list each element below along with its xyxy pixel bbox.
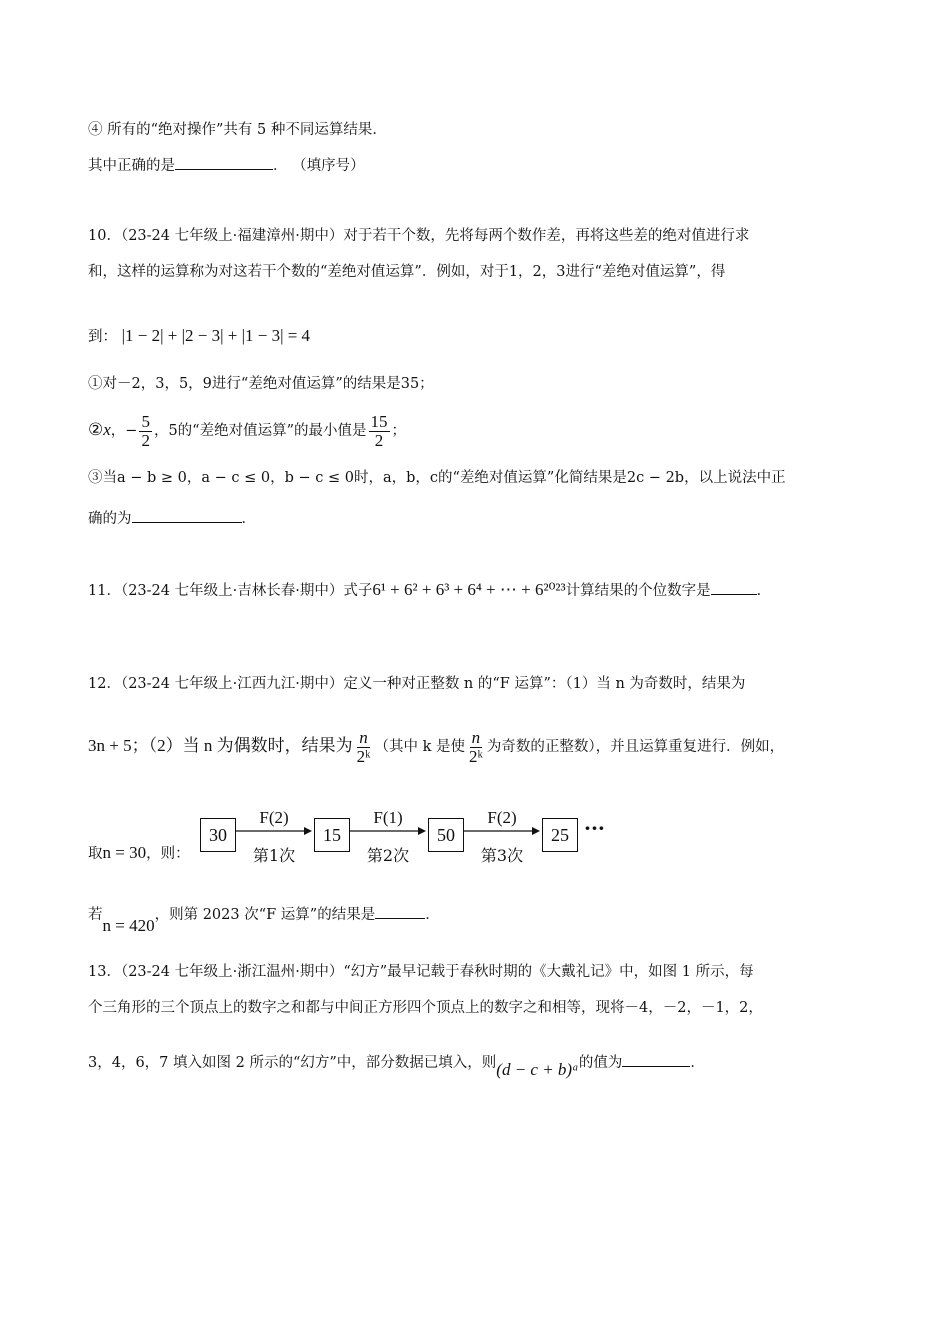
q12-f1-num: n [359, 727, 368, 747]
q10-s2-x: x [103, 420, 111, 439]
flow-ellipsis: ··· [584, 816, 605, 840]
q13-l3-prefix: 3，4，6，7 填入如图 2 所示的“幻方”中，部分数据已填入，则 [88, 1055, 497, 1071]
q9-answer-blank[interactable] [175, 155, 273, 170]
flow-arrow-2 [350, 824, 426, 838]
flow-op-3: F(2) [487, 808, 517, 827]
q10-s2-fraction-1 [139, 413, 152, 450]
q12-l2-end: 为奇数的正整数），并且运算重复进行．例如， [486, 739, 785, 755]
flow-box-4: 25 [542, 818, 578, 852]
q12-l3-prefix: 取 [88, 846, 103, 862]
q10-statement-3: ③当a − b ≥ 0，a − c ≤ 0，b − c ≤ 0时，a，b，c的“差绝对值运算”化简结果是2c − 2b，以上说法中正 [88, 470, 786, 486]
q12-f2-num: n [471, 727, 481, 747]
q13-l3-math: (d − c + b)ᵃ [496, 1060, 579, 1079]
flow-op-1: F(2) [259, 808, 289, 827]
flow-step-3: 第3次 [480, 846, 524, 865]
flow-box-1: 30 [200, 818, 236, 852]
q10-line-3 [88, 326, 310, 347]
q10-s2-fraction-2 [369, 413, 390, 450]
q12-l4-end: ． [425, 907, 440, 923]
q10-s2-sep: ，− [110, 423, 138, 439]
q10-line-2: 和，这样的运算称为对这若干个数的“差绝对值运算”．例如，对于1，2，3进行“差绝对值运算”，得 [88, 264, 726, 280]
q10-s2-text: ，5的“差绝对值运算”的最小值是 [153, 423, 367, 439]
q12-l4-suffix: ，则第 2023 次“F 运算”的结果是 [154, 907, 376, 923]
q10-answer-blank[interactable] [132, 508, 242, 523]
flow-box-3: 50 [428, 818, 464, 852]
q13-line-3 [88, 1052, 705, 1079]
flow-step-1: 第1次 [252, 846, 296, 865]
q12-l4-prefix: 若 [88, 907, 103, 923]
q11-end: ． [756, 583, 772, 599]
q11-formula: 6¹ + 6² + 6³ + 6⁴ + ⋯ + 6²⁰²³ [372, 580, 566, 599]
q12-answer-blank[interactable] [375, 904, 425, 919]
q12-l2-start: 3n + 5；（2）当 n 为偶数时，结果为 [88, 736, 353, 755]
q10-s2-f1-den: 2 [141, 430, 150, 450]
q9-answer-suffix: ． （填序号） [273, 158, 365, 174]
q10-s2-f2-num: 15 [370, 411, 388, 431]
q9-answer-prefix: 其中正确的是 [88, 158, 175, 174]
q12-l2-mid: （其中 k 是使 [374, 739, 465, 755]
q12-f1-den: 2ᵏ [356, 746, 371, 766]
q10-s2-f1-num: 5 [141, 411, 150, 431]
q9-item-4: ④ 所有的“绝对操作”共有 5 种不同运算结果． [88, 122, 387, 138]
q10-answer-suffix: ． [241, 511, 256, 527]
flow-step-2: 第2次 [366, 846, 410, 865]
q12-fraction-1 [355, 729, 373, 766]
q13-l3-end: ． [690, 1055, 705, 1071]
q13-line-1: 13．（23-24 七年级上·浙江温州·期中）“幻方”最早记载于春秋时期的《大戴礼记》中，如图 1 所示，每 [88, 964, 754, 980]
q10-line-1: 10．（23-24 七年级上·福建漳州·期中）对于若干个数，先将每两个数作差，再将这些差的绝对值进行求 [88, 228, 750, 244]
q10-s2-f2-den: 2 [374, 430, 384, 450]
q12-l3-suffix: ，则： [146, 846, 190, 862]
q12-l4-math: n = 420 [102, 916, 155, 935]
q12-l3-math: n = 30 [102, 843, 147, 862]
q11-line [88, 580, 771, 601]
q11-answer-blank[interactable] [711, 580, 757, 595]
flow-op-2: F(1) [373, 808, 403, 827]
q10-example-formula: |1 − 2| + |2 − 3| + |1 − 3| = 4 [121, 326, 311, 345]
q9-answer-line [88, 155, 365, 176]
q12-fraction-2 [467, 729, 485, 766]
q10-s2-marker: ② [88, 420, 104, 440]
q12-line-1: 12．（23-24 七年级上·江西九江·期中）定义一种对正整数 n 的“F 运算”：（1）当 n 为奇数时，结果为 [88, 676, 746, 692]
q10-statement-2 [88, 408, 406, 453]
q11-prefix: 11．（23-24 七年级上·吉林长春·期中）式子 [88, 583, 373, 599]
flow-arrow-3 [464, 824, 540, 838]
q10-line-3-prefix: 到： [88, 329, 117, 345]
q11-suffix: 计算结果的个位数字是 [565, 583, 711, 599]
q10-answer-line [88, 508, 256, 529]
q12-line-3 [88, 843, 190, 864]
q10-answer-prefix: 确的为 [88, 511, 132, 527]
q10-s2-end: ； [391, 423, 407, 439]
q12-line-4 [88, 904, 440, 935]
q12-line-2 [88, 724, 784, 769]
flow-arrow-1 [236, 824, 312, 838]
q10-statement-1: ①对－2，3，5，9进行“差绝对值运算”的结果是35； [88, 376, 434, 392]
q13-line-2: 个三角形的三个顶点上的数字之和都与中间正方形四个顶点上的数字之和相等，现将－4，－2，－1，2， [88, 1000, 763, 1016]
q13-l3-suffix: 的值为 [578, 1055, 623, 1071]
q13-answer-blank[interactable] [622, 1052, 690, 1067]
q12-f2-den: 2ᵏ [468, 746, 483, 766]
q12-flow-diagram [196, 810, 636, 870]
flow-box-2: 15 [314, 818, 350, 852]
